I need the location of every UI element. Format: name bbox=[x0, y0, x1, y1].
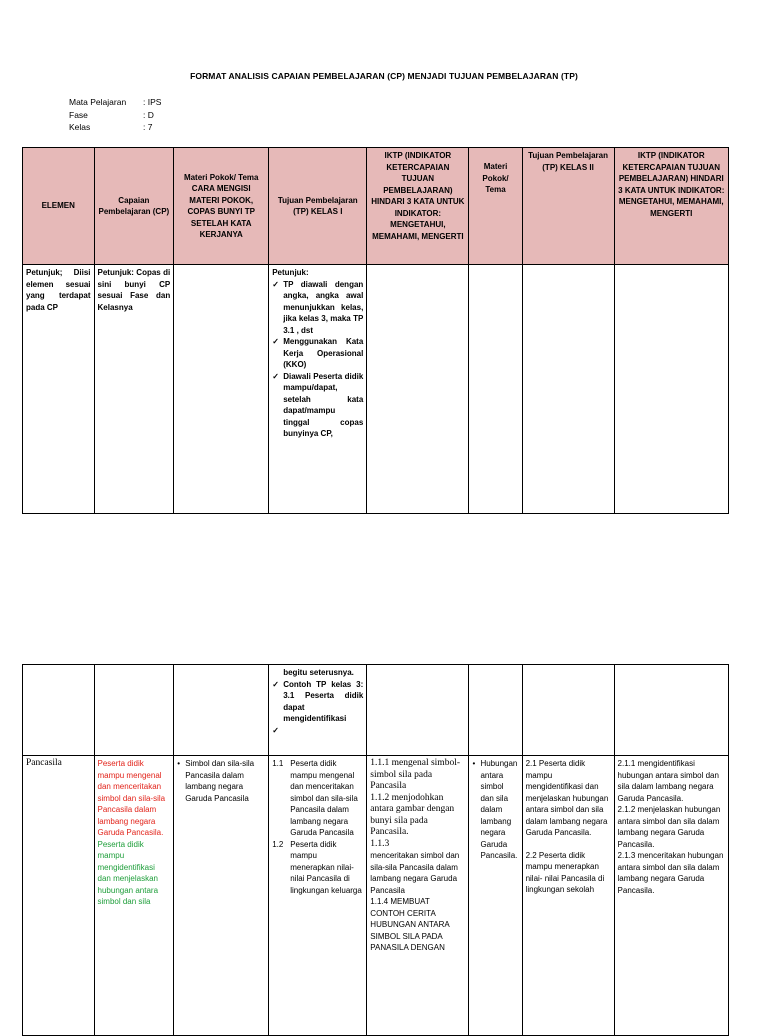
iktp-item: 1.1.2 menjodohkan antara gambar dengan bunyi sila pada Pancasila. bbox=[370, 792, 455, 837]
instruction-row bbox=[23, 265, 729, 514]
meta-value: : 7 bbox=[143, 122, 153, 132]
tp-item bbox=[272, 839, 363, 897]
check-item: ✓ Contoh TP kelas 3: 3.1 Peserta didik dapat mengidentifikasi bbox=[272, 679, 363, 725]
empty-cell bbox=[614, 665, 728, 756]
header-row bbox=[23, 148, 729, 265]
tp-item: 2.1 Peserta didik mampu mengidentifikasi dan menjelaskan hubungan antara simbol dan sila dalam lambang negara Garuda Pancasila. bbox=[525, 759, 609, 837]
empty-cell bbox=[469, 265, 522, 514]
tp-text: Peserta didik mampu menerapkan nilai- nilai Pancasila di lingkungan keluarga bbox=[290, 839, 362, 895]
check-item: ✓ Diawali Peserta didik mampu/dapat, setelah kata dapat/mampu tinggal copas bunyinya CP, bbox=[272, 371, 363, 440]
cp-text-green: Peserta didik mampu mengidentifikasi dan menjelaskan hubungan antara simbol dan sila bbox=[97, 839, 159, 906]
pancasila-iktp-2 bbox=[614, 756, 728, 1036]
empty-cell bbox=[614, 265, 728, 514]
instruction-tp-list bbox=[272, 279, 363, 440]
pancasila-tp-2 bbox=[522, 756, 614, 1036]
continuation-text: begitu seterusnya. bbox=[283, 668, 354, 677]
empty-cell bbox=[94, 665, 174, 756]
pancasila-elemen: Pancasila bbox=[23, 756, 95, 1036]
iktp-item: menceritakan simbol dan sila-sila Pancasila dalam lambang negara Garuda Pancasila bbox=[370, 851, 460, 895]
bullet-item: • Hubungan antara simbol dan sila dalam lambang negara Garuda Pancasila. bbox=[472, 758, 518, 862]
meta-value: : D bbox=[143, 109, 154, 120]
instruction-cp: Petunjuk: Copas di sini bunyi CP sesuai Fase dan Kelasnya bbox=[94, 265, 174, 514]
iktp-item: 1.1.3 bbox=[370, 838, 390, 849]
tp-number: 1.2 bbox=[272, 839, 284, 849]
pancasila-tp-1 bbox=[269, 756, 367, 1036]
empty-cell bbox=[522, 665, 614, 756]
document-meta bbox=[69, 96, 161, 134]
tp-item: 2.2 Peserta didik mampu menerapkan nilai- nilai Pancasila di lingkungan sekolah bbox=[525, 850, 605, 894]
meta-row-class bbox=[69, 121, 161, 134]
empty-cell bbox=[522, 265, 614, 514]
iktp-item: 2.1.1 mengidentifikasi hubungan antara simbol dan sila dalam lambang negara Garuda Pancasila. bbox=[617, 759, 719, 803]
instruction-tp-title: Petunjuk: bbox=[272, 268, 309, 277]
pancasila-materi-2 bbox=[469, 756, 522, 1036]
iktp-item: 1.1.1 mengenal simbol-simbol sila pada Pancasila bbox=[370, 758, 461, 791]
pancasila-iktp-1 bbox=[367, 756, 469, 1036]
continuation-list bbox=[272, 679, 363, 736]
instruction-tp bbox=[269, 265, 367, 514]
header-tp-1: Tujuan Pembelajaran (TP) KELAS I bbox=[269, 148, 367, 265]
tp-item bbox=[272, 758, 363, 839]
empty-cell bbox=[174, 265, 269, 514]
header-iktp-2: IKTP (INDIKATOR KETERCAPAIAN TUJUAN PEMBELAJARAN) HINDARI 3 KATA UNTUK INDIKATOR: MENGETAHUI, MEMAHAMI, MENGERTI bbox=[614, 148, 728, 265]
iktp-item: 2.1.3 menceritakan hubungan antara simbol dan sila dalam lambang negara Garuda Pancasila. bbox=[617, 851, 724, 895]
pancasila-cp bbox=[94, 756, 174, 1036]
check-item-empty bbox=[272, 725, 363, 736]
meta-key: Fase bbox=[69, 109, 88, 120]
tp-text: Peserta didik mampu mengenal dan menceritakan simbol dan sila-sila Pancasila dalam lambang negara Garuda Pancasila bbox=[290, 759, 358, 837]
cp-text-red: Peserta didik mampu mengenal dan menceritakan simbol dan sila-sila Pancasila dalam lambang negara Garuda Pancasila. bbox=[97, 759, 166, 837]
empty-cell bbox=[23, 665, 95, 756]
analysis-table-page-2 bbox=[22, 664, 729, 1036]
instruction-elemen: Petunjuk; Diisi elemen sesuai yang terdapat pada CP bbox=[23, 265, 95, 514]
tp-number: 1.1 bbox=[272, 759, 284, 768]
analysis-table-page-1 bbox=[22, 147, 729, 514]
check-item: ✓ Menggunakan Kata Kerja Operasional (KKO) bbox=[272, 336, 363, 371]
iktp-item: 1.1.4 MEMBUAT CONTOH CERITA HUBUNGAN ANTARA SIMBOL SILA PADA PANASILA DENGAN bbox=[370, 897, 450, 952]
meta-key: Kelas bbox=[69, 122, 91, 132]
meta-row-phase bbox=[69, 109, 161, 122]
iktp-item: 2.1.2 menjelaskan hubungan antara simbol dan sila dalam lambang negara Garuda Pancasila. bbox=[617, 805, 721, 849]
materi-2-list bbox=[472, 758, 518, 862]
header-materi-1: Materi Pokok/ Tema CARA MENGISI MATERI POKOK, COPAS BUNYI TP SETELAH KATA KERJANYA bbox=[174, 148, 269, 265]
empty-cell bbox=[367, 265, 469, 514]
empty-cell bbox=[367, 665, 469, 756]
header-tp-2: Tujuan Pembelajaran (TP) KELAS II bbox=[522, 148, 614, 265]
header-cp: Capaian Pembelajaran (CP) bbox=[94, 148, 174, 265]
document-title: FORMAT ANALISIS CAPAIAN PEMBELAJARAN (CP) MENJADI TUJUAN PEMBELAJARAN (TP) bbox=[190, 71, 578, 81]
check-item: ✓ TP diawali dengan angka, angka awal menunjukkan kelas, jika kelas 3, maka TP 3.1 , dst bbox=[272, 279, 363, 337]
header-elemen: ELEMEN bbox=[23, 148, 95, 265]
spacer bbox=[526, 839, 611, 850]
pancasila-materi-1 bbox=[174, 756, 269, 1036]
bullet-item: • Simbol dan sila-sila Pancasila dalam lambang negara Garuda Pancasila bbox=[177, 758, 265, 804]
empty-cell bbox=[469, 665, 522, 756]
continuation-tp bbox=[269, 665, 367, 756]
meta-key: Mata Pelajaran bbox=[69, 97, 127, 107]
continuation-row bbox=[23, 665, 729, 756]
header-materi-2: Materi Pokok/ Tema bbox=[469, 148, 522, 265]
materi-1-list bbox=[177, 758, 265, 804]
header-iktp-1: IKTP (INDIKATOR KETERCAPAIAN TUJUAN PEMBELAJARAN) HINDARI 3 KATA UNTUK INDIKATOR: MENGETAHUI, MEMAHAMI, MENGERTI bbox=[367, 148, 469, 265]
meta-value: : IPS bbox=[143, 97, 162, 107]
meta-row-subject bbox=[69, 96, 161, 109]
pancasila-row bbox=[23, 756, 729, 1036]
empty-cell bbox=[174, 665, 269, 756]
